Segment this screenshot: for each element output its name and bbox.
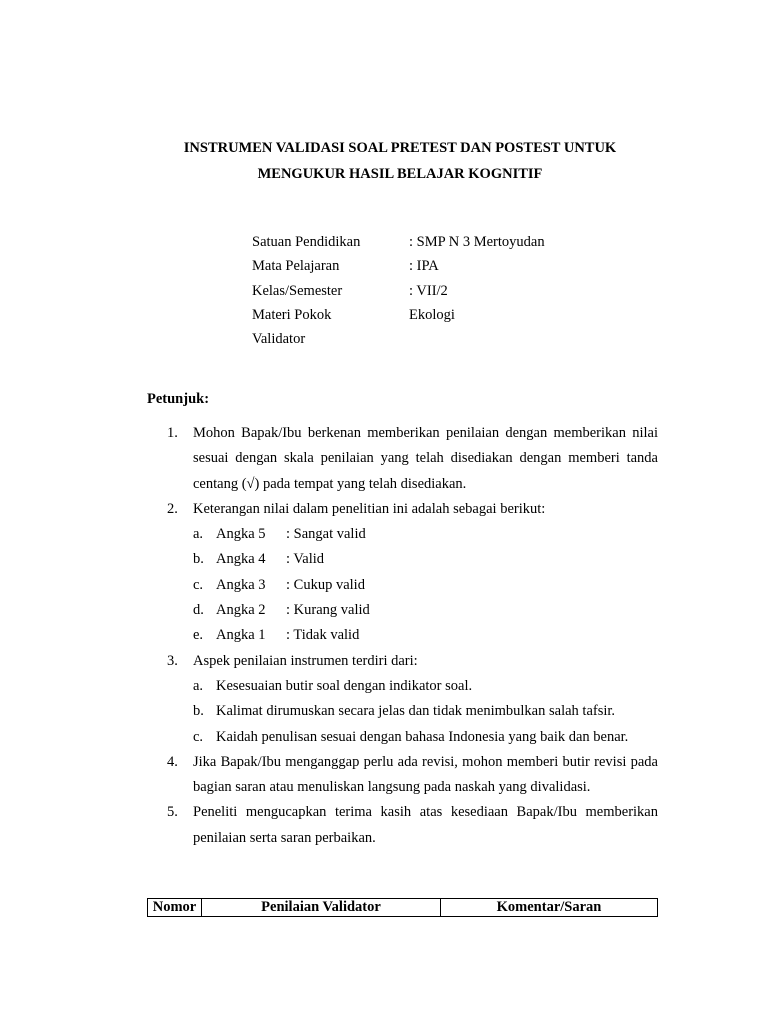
instruction-list bbox=[147, 421, 658, 851]
list-item bbox=[147, 800, 658, 851]
sub-angka: Angka 5 bbox=[216, 526, 266, 543]
sub-letter: d. bbox=[193, 602, 204, 619]
validation-table bbox=[147, 898, 658, 917]
list-item bbox=[147, 750, 658, 801]
sub-angka: Angka 3 bbox=[216, 576, 266, 593]
sub-letter: a. bbox=[193, 677, 204, 694]
sub-letter: b. bbox=[193, 551, 204, 568]
item-number: 5. bbox=[167, 804, 178, 821]
item-number: 1. bbox=[167, 425, 178, 441]
info-label: Satuan Pendidikan bbox=[252, 234, 361, 250]
item-number: 2. bbox=[167, 500, 178, 517]
document-title bbox=[110, 135, 690, 187]
item-text: Peneliti mengucapkan terima kasih atas kesediaan Bapak/Ibu memberikan penilaian serta saran perbaikan. bbox=[193, 804, 658, 846]
sub-desc: : Kurang valid bbox=[286, 602, 370, 619]
item-text: Mohon Bapak/Ibu berkenan memberikan penilaian dengan memberikan nilai sesuai dengan skala penilaian yang telah disediakan dengan memberi tanda centang (√) pada tempat yang telah disediakan. bbox=[193, 425, 658, 492]
sub-desc: : Sangat valid bbox=[286, 526, 366, 543]
list-item bbox=[147, 421, 658, 497]
info-value: : VII/2 bbox=[409, 282, 448, 299]
sub-letter: c. bbox=[193, 576, 204, 593]
header-penilaian-validator: Penilaian Validator bbox=[202, 899, 441, 917]
header-komentar-saran: Komentar/Saran bbox=[441, 899, 658, 917]
item-number: 4. bbox=[167, 753, 178, 770]
title-line-1: INSTRUMEN VALIDASI SOAL PRETEST DAN POSTEST UNTUK bbox=[183, 140, 617, 156]
sub-desc: : Valid bbox=[286, 551, 324, 568]
item-text: Jika Bapak/Ibu menganggap perlu ada revisi, mohon memberi butir revisi pada bagian saran atau menuliskan langsung pada naskah yang divalidasi. bbox=[193, 753, 658, 796]
sub-item bbox=[193, 573, 658, 598]
table-header-row bbox=[148, 899, 658, 917]
info-label: Kelas/Semester bbox=[252, 282, 343, 299]
sub-item bbox=[193, 598, 658, 623]
sub-letter: b. bbox=[193, 703, 204, 720]
sub-item bbox=[193, 725, 658, 750]
list-item bbox=[147, 649, 658, 750]
sub-text: Kesesuaian butir soal dengan indikator soal. bbox=[216, 677, 473, 694]
sub-item bbox=[193, 547, 658, 572]
info-label: Validator bbox=[252, 331, 306, 348]
info-label: Mata Pelajaran bbox=[252, 258, 340, 275]
sub-angka: Angka 2 bbox=[216, 602, 266, 619]
sub-desc: : Cukup valid bbox=[286, 576, 365, 593]
sub-item bbox=[193, 674, 658, 699]
petunjuk-heading: Petunjuk: bbox=[147, 391, 210, 407]
item-number: 3. bbox=[167, 652, 178, 669]
sub-item bbox=[193, 623, 658, 648]
info-value: Ekologi bbox=[409, 306, 455, 323]
sub-item bbox=[193, 522, 658, 547]
sub-angka: Angka 1 bbox=[216, 627, 266, 644]
sub-angka: Angka 4 bbox=[216, 551, 266, 568]
sub-text: Kaidah penulisan sesuai dengan bahasa Indonesia yang baik dan benar. bbox=[216, 728, 629, 745]
list-item bbox=[147, 497, 658, 649]
sub-text: Kalimat dirumuskan secara jelas dan tidak menimbulkan salah tafsir. bbox=[216, 703, 616, 720]
sub-letter: c. bbox=[193, 728, 204, 745]
sub-item bbox=[193, 699, 658, 724]
header-nomor: Nomor bbox=[148, 899, 202, 917]
title-line-2: MENGUKUR HASIL BELAJAR KOGNITIF bbox=[257, 166, 543, 182]
sub-desc: : Tidak valid bbox=[286, 627, 360, 644]
info-value: : IPA bbox=[409, 258, 439, 275]
info-label: Materi Pokok bbox=[252, 306, 332, 323]
info-value: : SMP N 3 Mertoyudan bbox=[409, 234, 545, 250]
item-text: Keterangan nilai dalam penelitian ini adalah sebagai berikut: bbox=[193, 500, 546, 517]
sub-letter: a. bbox=[193, 526, 204, 543]
sub-letter: e. bbox=[193, 627, 204, 644]
item-text: Aspek penilaian instrumen terdiri dari: bbox=[193, 652, 418, 669]
